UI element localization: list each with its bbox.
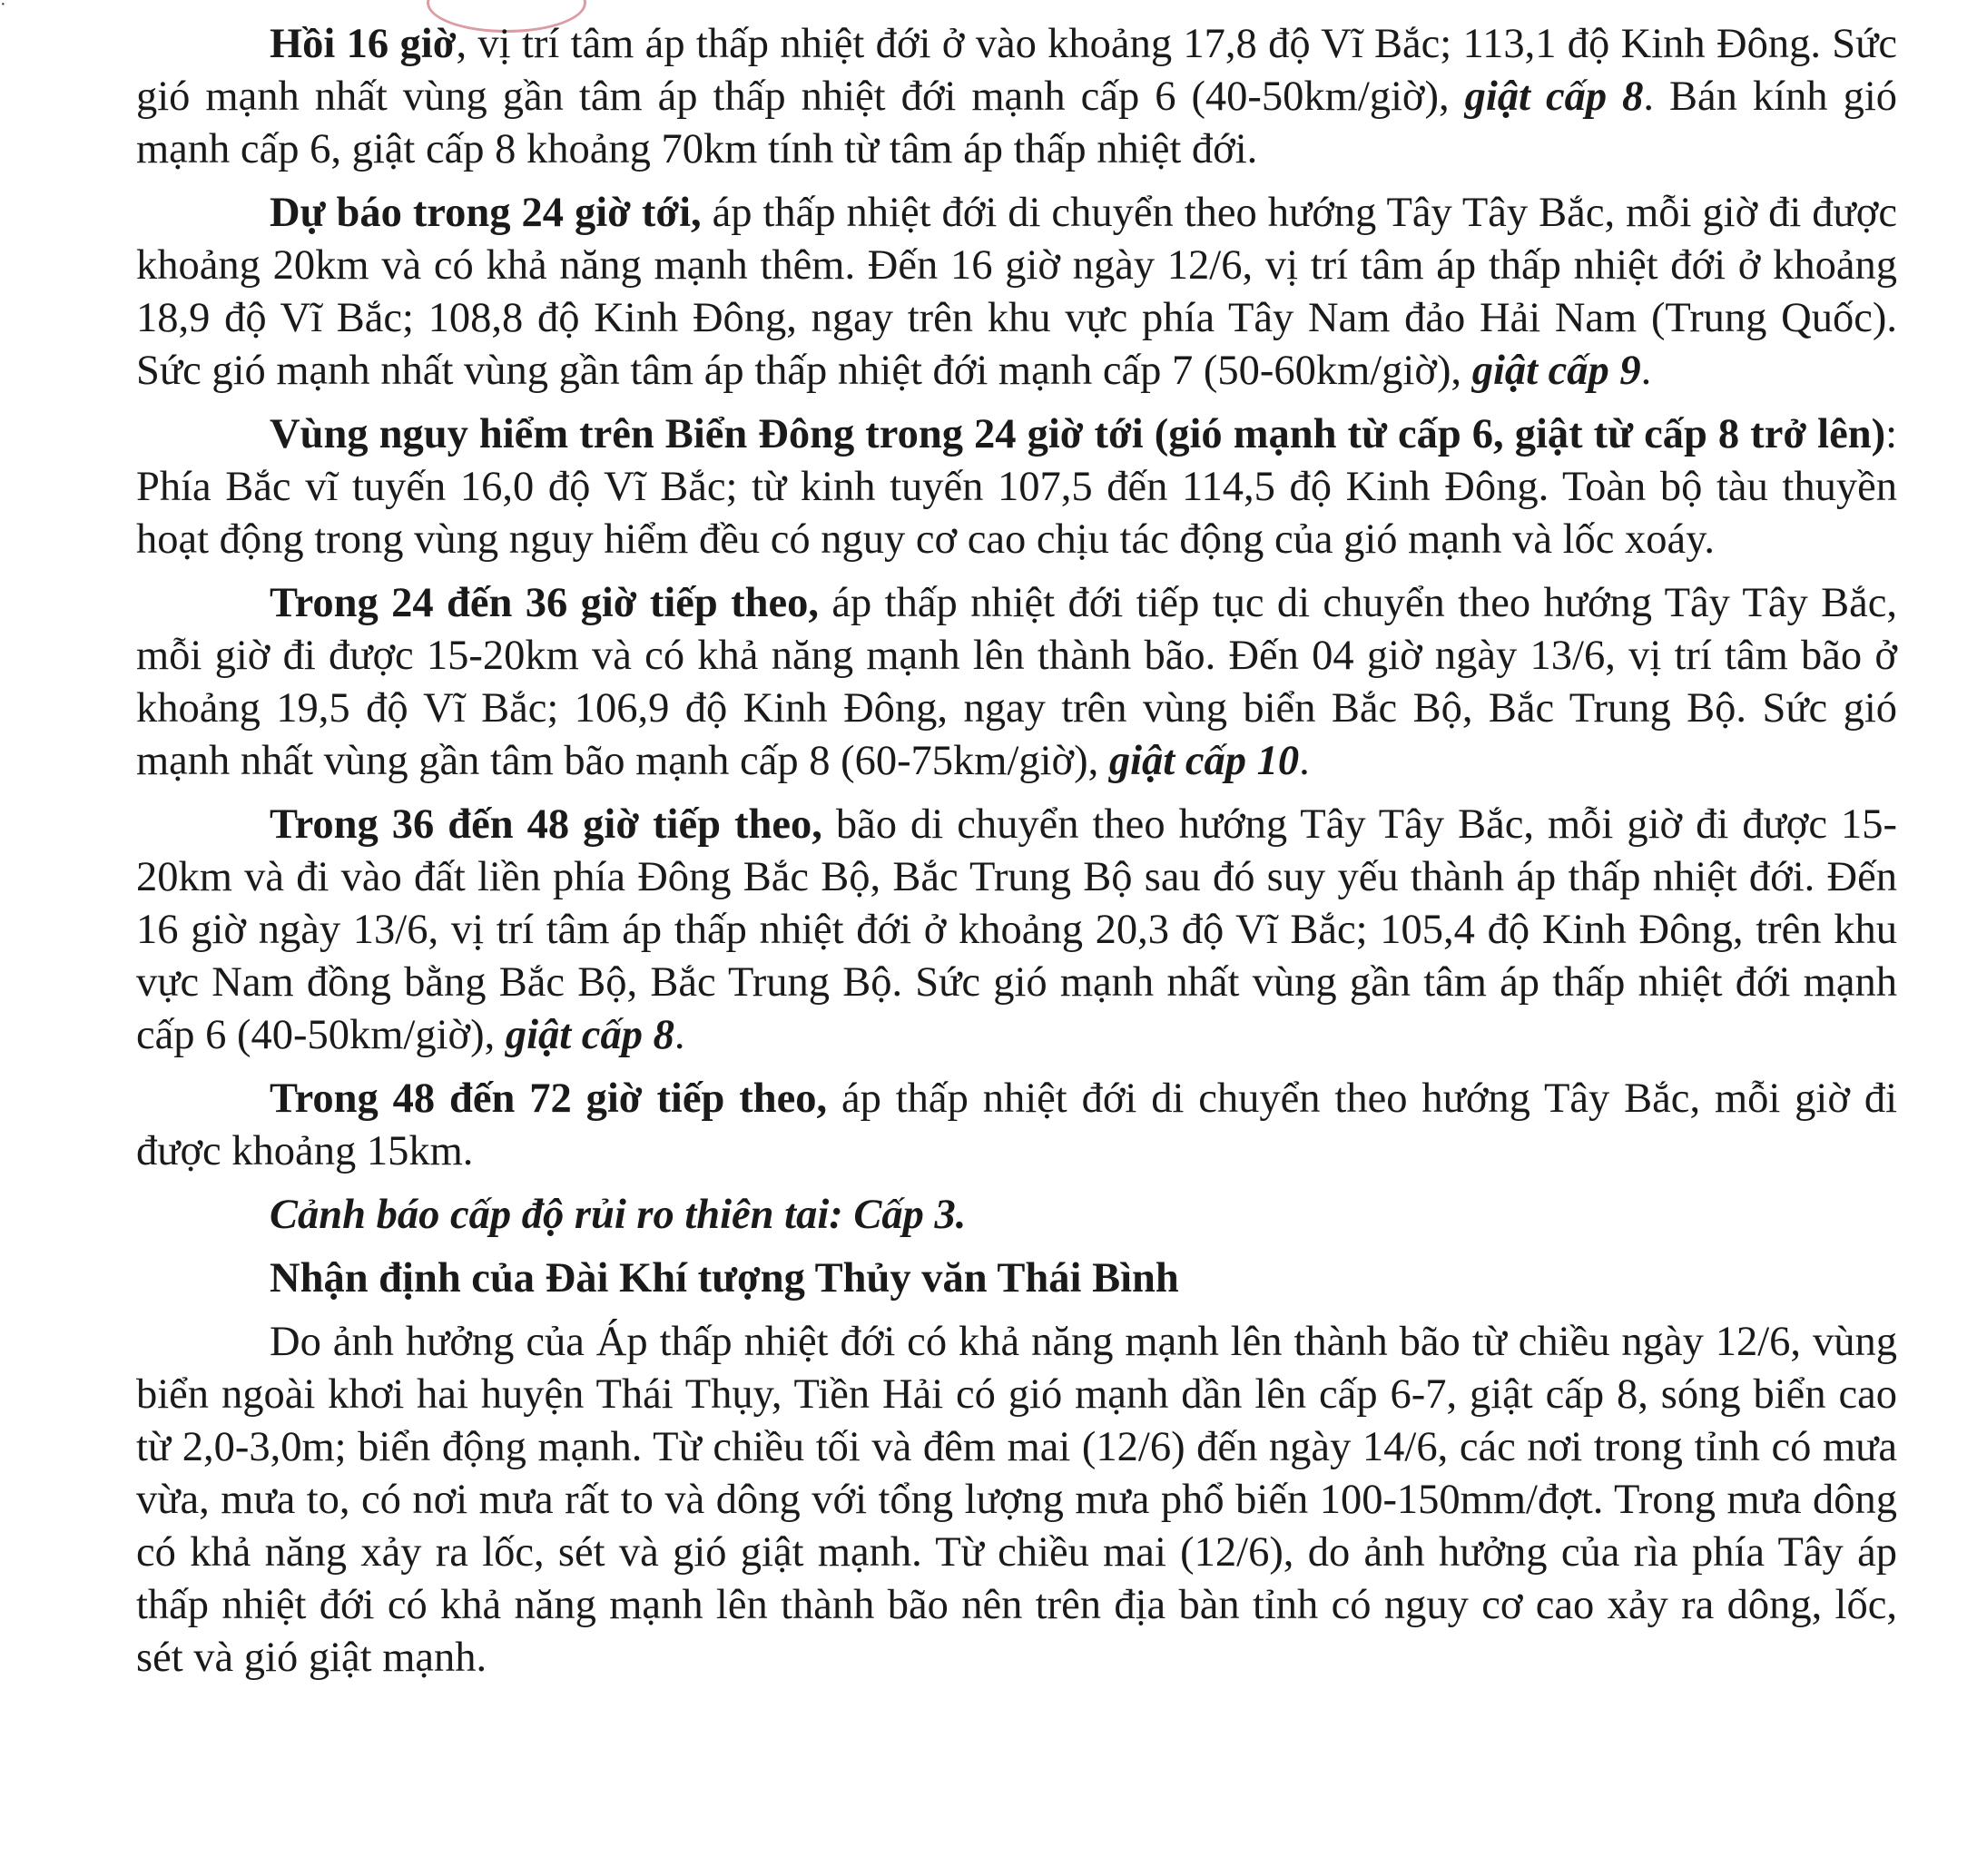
paragraph-forecast-36-48h [136,799,1897,1062]
warning-level: Cảnh báo cấp độ rủi ro thiên tai: Cấp 3. [270,1192,967,1238]
paragraph-tail: . [1640,348,1652,394]
paragraph-forecast-24-36h [136,577,1897,788]
paragraph-tail: . [1299,738,1310,784]
paragraph-lead: Vùng nguy hiểm trên Biển Đông trong 24 giờ tới (gió mạnh từ cấp 6, giật từ cấp 8 trở lên) [270,411,1886,457]
paragraph-lead: Trong 24 đến 36 giờ tiếp theo, [270,580,820,626]
gust-emphasis: giật cấp 10 [1108,738,1300,784]
gust-emphasis: giật cấp 8 [1464,74,1644,120]
paragraph-text: bão di chuyển theo hướng Tây Tây Bắc, mỗi giờ đi được 15-20km và đi vào đất liền phía Đông Bắc Bộ, Bắc Trung Bộ sau đó suy yếu thành áp thấp nhiệt đới. Đến 16 giờ ngày 13/6, vị trí tâm áp thấp nhiệt đới ở khoảng 20,3 độ Vĩ Bắc; 105,4 độ Kinh Đông, trên khu vực Nam đồng bằng Bắc Bộ, Bắc Trung Bộ. Sức gió mạnh nhất vùng gần tâm áp thấp nhiệt đới mạnh cấp 6 (40-50km/giờ), [136,801,1897,1058]
paragraph-lead: Dự báo trong 24 giờ tới, [270,190,702,236]
paragraph-text: : Phía Bắc vĩ tuyến 16,0 độ Vĩ Bắc; từ kinh tuyến 107,5 đến 114,5 độ Kinh Đông. Toàn bộ tàu thuyền hoạt động trong vùng nguy hiểm đều có nguy cơ cao chịu tác động của gió mạnh và lốc xoáy. [136,411,1897,563]
paragraph-text: áp thấp nhiệt đới tiếp tục di chuyển theo hướng Tây Tây Bắc, mỗi giờ đi được 15-20km và có khả năng mạnh lên thành bão. Đến 04 giờ ngày 13/6, vị trí tâm bão ở khoảng 19,5 độ Vĩ Bắc; 106,9 độ Kinh Đông, ngay trên vùng biển Bắc Bộ, Bắc Trung Bộ. Sức gió mạnh nhất vùng gần tâm bão mạnh cấp 8 (60-75km/giờ), [136,580,1898,784]
paragraph-text: áp thấp nhiệt đới di chuyển theo hướng Tây Bắc, mỗi giờ đi được khoảng 15km. [136,1076,1897,1174]
paragraph-tail: . Bán kính gió mạnh cấp 6, giật cấp 8 khoảng 70km tính từ tâm áp thấp nhiệt đới. [136,74,1897,172]
paragraph-tail: . [674,1012,685,1058]
paragraph-text: , vị trí tâm áp thấp nhiệt đới ở vào khoảng 17,8 độ Vĩ Bắc; 113,1 độ Kinh Đông. Sức gió mạnh nhất vùng gần tâm áp thấp nhiệt đới mạnh cấp 6 (40-50km/giờ), [136,21,1897,120]
page-corner-mark: · [0,0,6,15]
gust-emphasis: giật cấp 8 [505,1012,674,1058]
paragraph-text: áp thấp nhiệt đới di chuyển theo hướng Tây Tây Bắc, mỗi giờ đi được khoảng 20km và có khả năng mạnh thêm. Đến 16 giờ ngày 12/6, vị trí tâm áp thấp nhiệt đới ở khoảng 18,9 độ Vĩ Bắc; 108,8 độ Kinh Đông, ngay trên khu vực phía Tây Nam đảo Hải Nam (Trung Quốc). Sức gió mạnh nhất vùng gần tâm áp thấp nhiệt đới mạnh cấp 7 (50-60km/giờ), [136,190,1897,394]
paragraph-forecast-24h [136,187,1897,398]
paragraph-assessment: Do ảnh hưởng của Áp thấp nhiệt đới có khả năng mạnh lên thành bão từ chiều ngày 12/6, vùng biển ngoài khơi hai huyện Thái Thụy, Tiền Hải có gió mạnh dần lên cấp 6-7, giật cấp 8, sóng biển cao từ 2,0-3,0m; biển động mạnh. Từ chiều tối và đêm mai (12/6) đến ngày 14/6, các nơi trong tỉnh có mưa vừa, mưa to, có nơi mưa rất to và dông với tổng lượng mưa phổ biến 100-150mm/đợt. Trong mưa dông có khả năng xảy ra lốc, sét và gió giật mạnh. Từ chiều mai (12/6), do ảnh hưởng của rìa phía Tây áp thấp nhiệt đới có khả năng mạnh lên thành bão nên trên địa bàn tỉnh có nguy cơ cao xảy ra dông, lốc, sét và gió giật mạnh. [136,1319,1897,1681]
paragraph-forecast-48-72h [136,1073,1897,1178]
document-body [136,18,1897,1695]
paragraph-lead: Trong 48 đến 72 giờ tiếp theo, [270,1076,828,1122]
paragraph-current-position [136,18,1897,176]
paragraph-lead: Hồi 16 giờ [270,21,457,67]
section-heading: Nhận định của Đài Khí tượng Thủy văn Thái Bình [270,1255,1179,1301]
gust-emphasis: giật cấp 9 [1471,348,1641,394]
paragraph-lead: Trong 36 đến 48 giờ tiếp theo, [270,801,822,848]
paragraph-danger-zone [136,408,1897,566]
